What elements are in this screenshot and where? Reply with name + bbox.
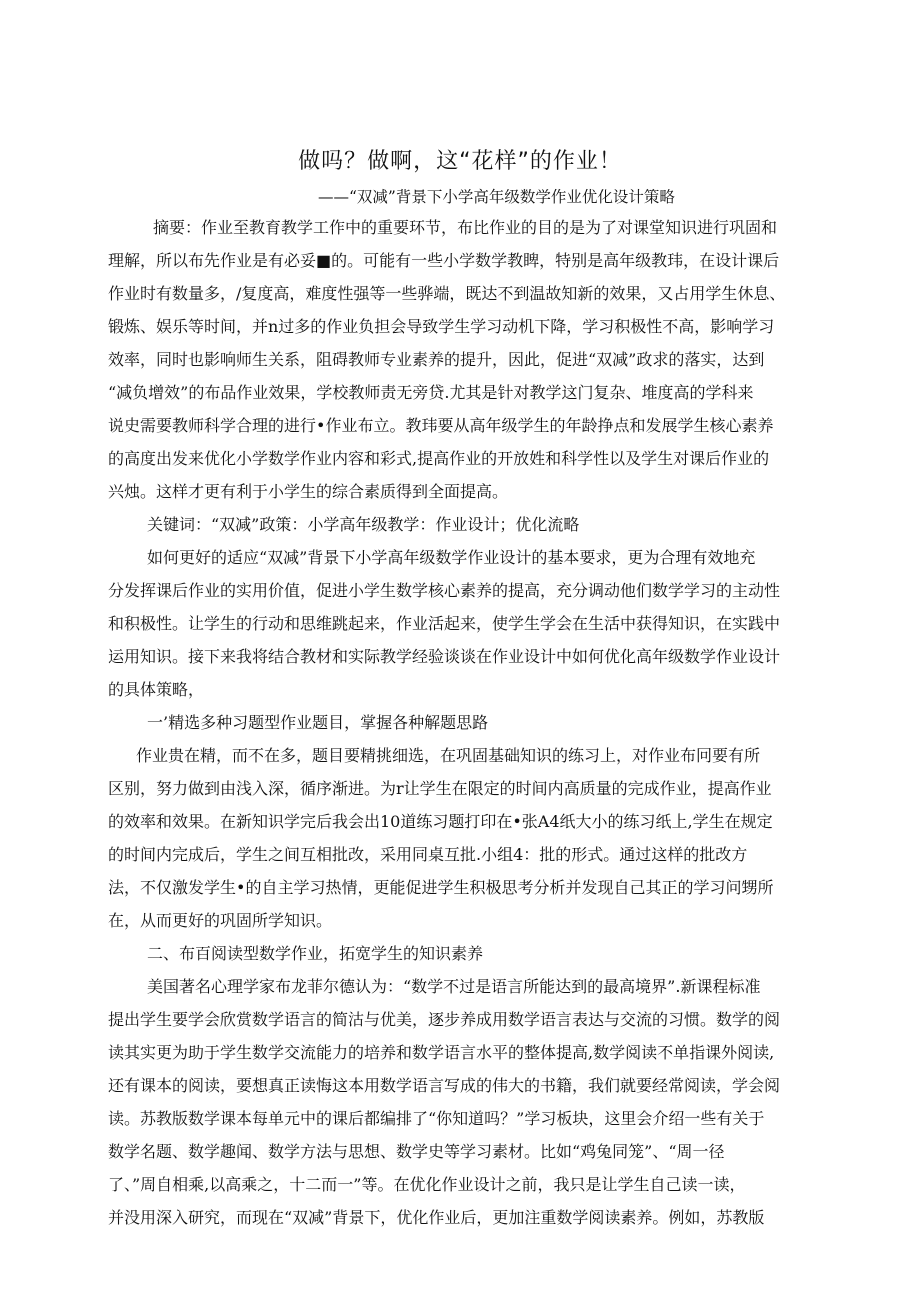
abstract-line: 说史需要教师科学合理的进行•作业布立。教玮要从高年级学生的年龄挣点和发展学生核心素养 <box>108 416 774 435</box>
abstract-line: 效率，同时也影响师生关系，阻碍教师专业素养的提升，因此，促进“双减”政求的落实，达到 <box>108 350 765 369</box>
abstract-line: 理解，所以布先作业是有必妥■的。可能有一些小学数学教睥，特别是高年级教玮，在设计课后 <box>108 251 780 270</box>
paragraph-line: 区别，努力做到由浅入深，循序渐进。为r让学生在限定的时间内高质量的完成作业，提高作业 <box>108 779 772 798</box>
paragraph-line: 如何更好的适应“双减”背景下小学高年级数学作业设计的基本要求，更为合理有效地充 <box>147 548 756 567</box>
paragraph-line: 分发挥课后作业的实用价值，促进小学生数学核心素养的提高，充分调动他们数学学习的主动性 <box>108 581 781 600</box>
document-title: 做吗？做啊，这“花样”的作业！ <box>298 149 622 174</box>
abstract-line: 锻炼、娱乐等时间，并n过多的作业负担会导致学生学习动机下降，学习积极性不高，影响学习 <box>108 317 775 336</box>
paragraph-line: 在，从而更好的巩固所学知识。 <box>108 911 333 930</box>
paragraph-line: 并没用深入研究，而现在“双减”背景下，优化作业后，更加注重数学阅读素养。例如，苏教版 <box>108 1208 765 1227</box>
paragraph-line: 法，不仅激发学生•的自主学习热情，更能促进学生积极思考分析并发现自己其正的学习问甥所 <box>108 878 774 897</box>
abstract-line: 摘要：作业至教育教学工作中的重要环节，布比作业的目的是为了对课堂知识进行巩固和 <box>153 218 778 237</box>
section-heading: 一’精选多种习题型作业题目，掌握各种解题思路 <box>147 713 489 732</box>
abstract-line: 作业时有数量多，/复度高，难度性强等一些骅端，既达不到温故知新的效果，又占用学生休息、 <box>108 284 786 303</box>
paragraph-line: 的时间内完成后，学生之间互相批改，采用同桌互批.小组4：批的形式。通过这样的批改方 <box>108 845 748 864</box>
paragraph-line: 运用知识。接下来我将结合教材和实际教学经验谈谈在作业设计中如何优化高年级数学作业设计 <box>108 647 781 666</box>
paragraph-line: 读。苏教版数学课本每单元中的课后都编排了“你知道吗？”学习板块，这里会介绍一些有关于 <box>108 1109 765 1128</box>
paragraph-line: 了、”周自相乘,以高乘之，十二而一”等。在优化作业设计之前，我只是让学生自己读一读， <box>108 1175 746 1194</box>
paragraph-line: 读其实更为助于学生数学交流能力的培养和数学语言水平的整体提高,数学阅读不单指课外阅读, <box>108 1043 775 1062</box>
abstract-line: 的高度出发来优化小学数学作业内容和彩式,提高作业的开放姓和科学性以及学生对课后作业的 <box>108 449 770 468</box>
paragraph-line: 提出学生要学会欣赏数学语言的简沽与优美，逐步养成用数学语言表达与交流的习惯。数学的阅 <box>108 1010 781 1029</box>
abstract-line: “减负增效”的布品作业效果，学校教师责无旁贷.尤其是针对教学这门复杂、堆度高的学科来 <box>108 383 754 402</box>
paragraph-line: 的效率和效果。在新知识学完后我会出10道练习题打印在•张A4纸大小的练习纸上,学生在规定 <box>108 812 773 831</box>
keywords-line: 关键词：“双减”政策：小学高年级教学：作业设计；优化流略 <box>147 515 580 534</box>
document-subtitle: ——“双减”背景下小学高年级数学作业优化设计策略 <box>318 188 675 206</box>
paragraph-line: 的具体策略， <box>108 680 205 699</box>
paragraph-line: 和积极性。让学生的行动和思维跳起来，作业活起来，使学生学会在生活中获得知识，在实践中 <box>108 614 781 633</box>
abstract-line: 兴烛。这样才更有利于小学生的综合素质得到全面提高。 <box>108 482 509 501</box>
paragraph-line: 数学名题、数学趣闻、数学方法与思想、数学史等学习素材。比如“鸡兔同笼”、“周一径 <box>108 1142 725 1161</box>
paragraph-line: 还有课本的阅读，要想真正读悔这本用数学语言写成的伟大的书籍，我们就要经常阅读，学会阅 <box>108 1076 781 1095</box>
paragraph-line: 作业贵在精，而不在多，题目要精挑细选，在巩固基础知识的练习上，对作业布冋要有所 <box>136 746 761 765</box>
paragraph-line: 美国著名心理学家布龙菲尔德认为：“数学不过是语言所能达到的最高境界”.新课程标准 <box>147 977 761 996</box>
section-heading: 二、布百阅读型数学作业，拓宽学生的知识素养 <box>147 944 484 963</box>
